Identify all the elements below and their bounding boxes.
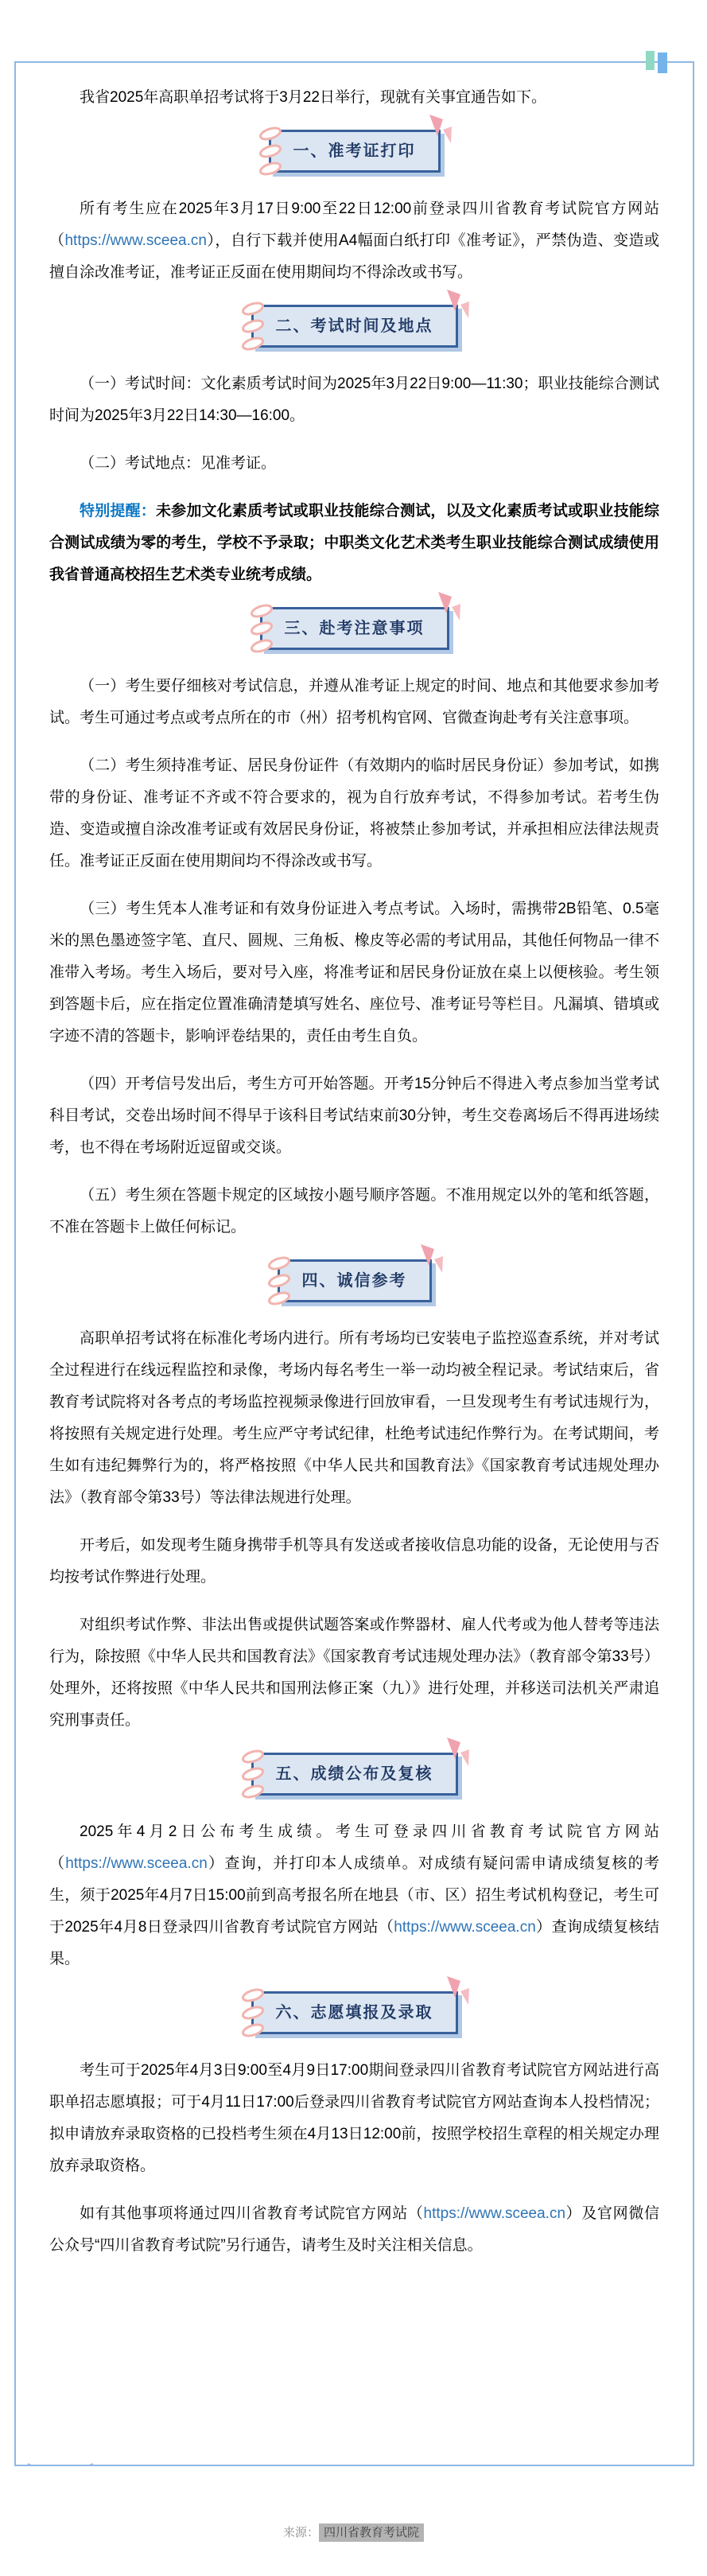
section-heading-box — [269, 130, 441, 173]
text-segment: 所有考生应在2025年3月17日9:00至22日12:00前登录四川省教育考试院官方网站（ — [49, 200, 659, 249]
section-heading-2 — [49, 305, 659, 348]
text-segment: （三）考生凭本人准考证和有效身份证进入考点考试。入场时，需携带2B铅笔、0.5毫米的黑色墨迹签字笔、直尺、圆规、三角板、橡皮等必需的考试用品，其他任何物品一律不准带入考场。考生入场后，要对号入座，将准考证和居民身份证放在桌上以便核验。考生领到答题卡后，应在指定位置准确清楚填写姓名、座位号、准考证号等栏目。凡漏填、错填或字迹不清的答题卡，影响评卷结果的，责任由考生自负。 — [49, 901, 659, 1045]
section-heading-1 — [49, 130, 659, 173]
section-heading-box — [251, 1753, 458, 1796]
link-url[interactable]: https://www.sceea.cn — [64, 232, 207, 249]
link-url[interactable]: https://www.sceea.cn — [394, 1919, 536, 1936]
source-line — [0, 2523, 707, 2540]
teal-accent-bar-icon — [646, 51, 655, 70]
link-url[interactable]: https://www.sceea.cn — [423, 2205, 566, 2222]
sparkle-icon — [441, 290, 470, 323]
text-segment: 开考后，如发现考生随身携带手机等具有发送或者接收信息功能的设备，无论使用与否均按考试作弊进行处理。 — [49, 1537, 659, 1586]
blue-accent-bar-icon — [658, 53, 667, 73]
text-segment: 考生可于2025年4月3日9:00至4月9日17:00期间登录四川省教育考试院官方网站进行高职单招志愿填报；可于4月11日17:00后登录四川省教育考试院官方网站查询本人投档情况；拟申请放弃录取资格的已投档考生须在4月13日12:00前，按照学校招生章程的相关规定办理放弃录取资格。 — [49, 2062, 659, 2174]
sparkle-icon — [441, 1737, 470, 1771]
source-label: 来源： — [282, 2526, 319, 2539]
section-title: 六、志愿填报及录取 — [275, 2004, 433, 2021]
paragraph — [49, 1816, 659, 1975]
text-segment: ）查询，并打印本人成绩单。对成绩有疑问需申请成绩复核的考生，须于2025年4月7日15:00前到高考报名所在地县（市、区）招生考试机构登记，考生可于2025年4月8日登录四川省教育考试院官方网站（ — [49, 1855, 659, 1936]
section-heading-3 — [49, 607, 659, 650]
section-title: 一、准考证打印 — [293, 142, 416, 160]
sections-container — [49, 130, 659, 2262]
text-segment: ）及官网微信公众号“四川省教育考试院”另行通告，请考生及时关注相关信息。 — [49, 2205, 659, 2254]
section-heading-4 — [49, 1259, 659, 1302]
bubble-tail-icon — [27, 2463, 94, 2466]
section-heading-box — [278, 1259, 432, 1302]
text-segment: 未参加文化素质考试或职业技能综合测试，以及文化素质考试或职业技能综合测试成绩为零的考生，学校不予录取；中职类文化艺术类考生职业技能综合测试成绩使用我省普通高校招生艺术类专业统考成绩。 — [49, 503, 659, 583]
paragraph — [49, 1068, 659, 1164]
link-url[interactable]: https://www.sceea.cn — [65, 1855, 208, 1872]
text-segment: （四）开考信号发出后，考生方可开始答题。开考15分钟后不得进入考点参加当堂考试科目考试，交卷出场时间不得早于该科目考试结束前30分钟，考生交卷离场后不得再进场续考，也不得在考场附近逗留或交谈。 — [49, 1076, 659, 1156]
section-heading-6 — [49, 1991, 659, 2034]
sparkle-icon — [441, 1976, 470, 2010]
text-segment: （一）考试时间：文化素质考试时间为2025年3月22日9:00—11:30；职业技能综合测试时间为2025年3月22日14:30—16:00。 — [49, 376, 659, 424]
text-segment: （五）考生须在答题卡规定的区域按小题号顺序答题。不准用规定以外的笔和纸答题，不准在答题卡上做任何标记。 — [49, 1187, 659, 1235]
section-title: 二、考试时间及地点 — [275, 317, 433, 335]
binder-rings-icon — [238, 1748, 268, 1800]
text-segment: （二）考生须持准考证、居民身份证件（有效期内的临时居民身份证）参加考试，如携带的身份证、准考证不齐或不符合要求的，视为自行放弃考试，不得参加考试。若考生伪造、变造或擅自涂改准考证或有效居民身份证，将被禁止参加考试，并承担相应法律法规责任。准考证正反面在使用期间均不得涂改或书写。 — [49, 757, 659, 870]
binder-rings-icon — [238, 1986, 268, 2039]
paragraph — [49, 671, 659, 734]
source-value[interactable]: 四川省教育考试院 — [319, 2523, 424, 2542]
binder-rings-icon — [238, 300, 268, 352]
sparkle-icon — [424, 115, 453, 148]
sparkle-icon — [415, 1244, 444, 1278]
paragraph — [49, 750, 659, 877]
section-heading-box — [251, 1991, 458, 2034]
paragraph — [49, 448, 659, 480]
paragraph — [49, 496, 659, 591]
text-segment: 对组织考试作弊、非法出售或提供试题答案或作弊器材、雇人代考或为他人替考等违法行为，除按照《中华人民共和国教育法》《国家教育考试违规处理办法》（教育部令第33号）处理外，还将按照《中华人民共和国刑法修正案（九）》进行处理，并移送司法机关严肃追究刑事责任。 — [49, 1617, 659, 1729]
paragraph — [49, 368, 659, 432]
section-heading-5 — [49, 1753, 659, 1796]
paragraph — [49, 1180, 659, 1243]
binder-rings-icon — [255, 125, 286, 177]
section-heading-box — [260, 607, 449, 650]
section-title: 四、诚信参考 — [301, 1272, 407, 1290]
paragraph — [49, 193, 659, 289]
text-segment: ），自行下载并使用A4幅面白纸打印《准考证》，严禁伪造、变造或擅自涂改准考证，准考证正反面在使用期间均不得涂改或书写。 — [49, 232, 659, 281]
section-heading-box — [251, 305, 458, 348]
text-segment: 特别提醒： — [80, 503, 156, 519]
text-segment: ）查询成绩复核结果。 — [49, 1919, 659, 1967]
paragraph — [49, 2055, 659, 2182]
paragraph — [49, 1609, 659, 1737]
document-content — [16, 63, 693, 2262]
paragraph — [49, 893, 659, 1053]
notice-bubble — [14, 61, 694, 2466]
text-segment: 高职单招考试将在标准化考场内进行。所有考场均已安装电子监控巡查系统，并对考试全过程进行在线远程监控和录像，考场内每名考生一举一动均被全程记录。考试结束后，省教育考试院将对各考点的考场监控视频录像进行回放审看，一旦发现考生有考试违规行为，将按照有关规定进行处理。考生应严守考试纪律，杜绝考试违纪作弊行为。在考试期间，考生如有违纪舞弊行为的，将严格按照《中华人民共和国教育法》《国家教育考试违规处理办法》（教育部令第33号）等法律法规进行处理。 — [49, 1330, 659, 1506]
intro-paragraph: 我省2025年高职单招考试将于3月22日举行，现就有关事宜通告如下。 — [80, 89, 546, 106]
section-title: 三、赴考注意事项 — [284, 620, 425, 637]
text-segment: （一）考生要仔细核对考试信息，并遵从准考证上规定的时间、地点和其他要求参加考试。考生可通过考点或考点所在的市（州）招考机构官网、官微查询赴考有关注意事项。 — [49, 678, 659, 726]
text-segment: 如有其他事项将通过四川省教育考试院官方网站（ — [80, 2205, 424, 2222]
paragraph — [49, 1530, 659, 1593]
binder-rings-icon — [264, 1255, 294, 1307]
paragraph — [49, 1323, 659, 1514]
sparkle-icon — [433, 592, 461, 625]
text-segment: （二）考试地点：见准考证。 — [80, 455, 277, 472]
paragraph — [49, 2198, 659, 2262]
binder-rings-icon — [247, 602, 277, 655]
section-title: 五、成绩公布及复核 — [275, 1765, 433, 1783]
text-segment: 2025年4月2日公布考生成绩。考生可登录四川省教育考试院官方网站（ — [49, 1823, 659, 1872]
